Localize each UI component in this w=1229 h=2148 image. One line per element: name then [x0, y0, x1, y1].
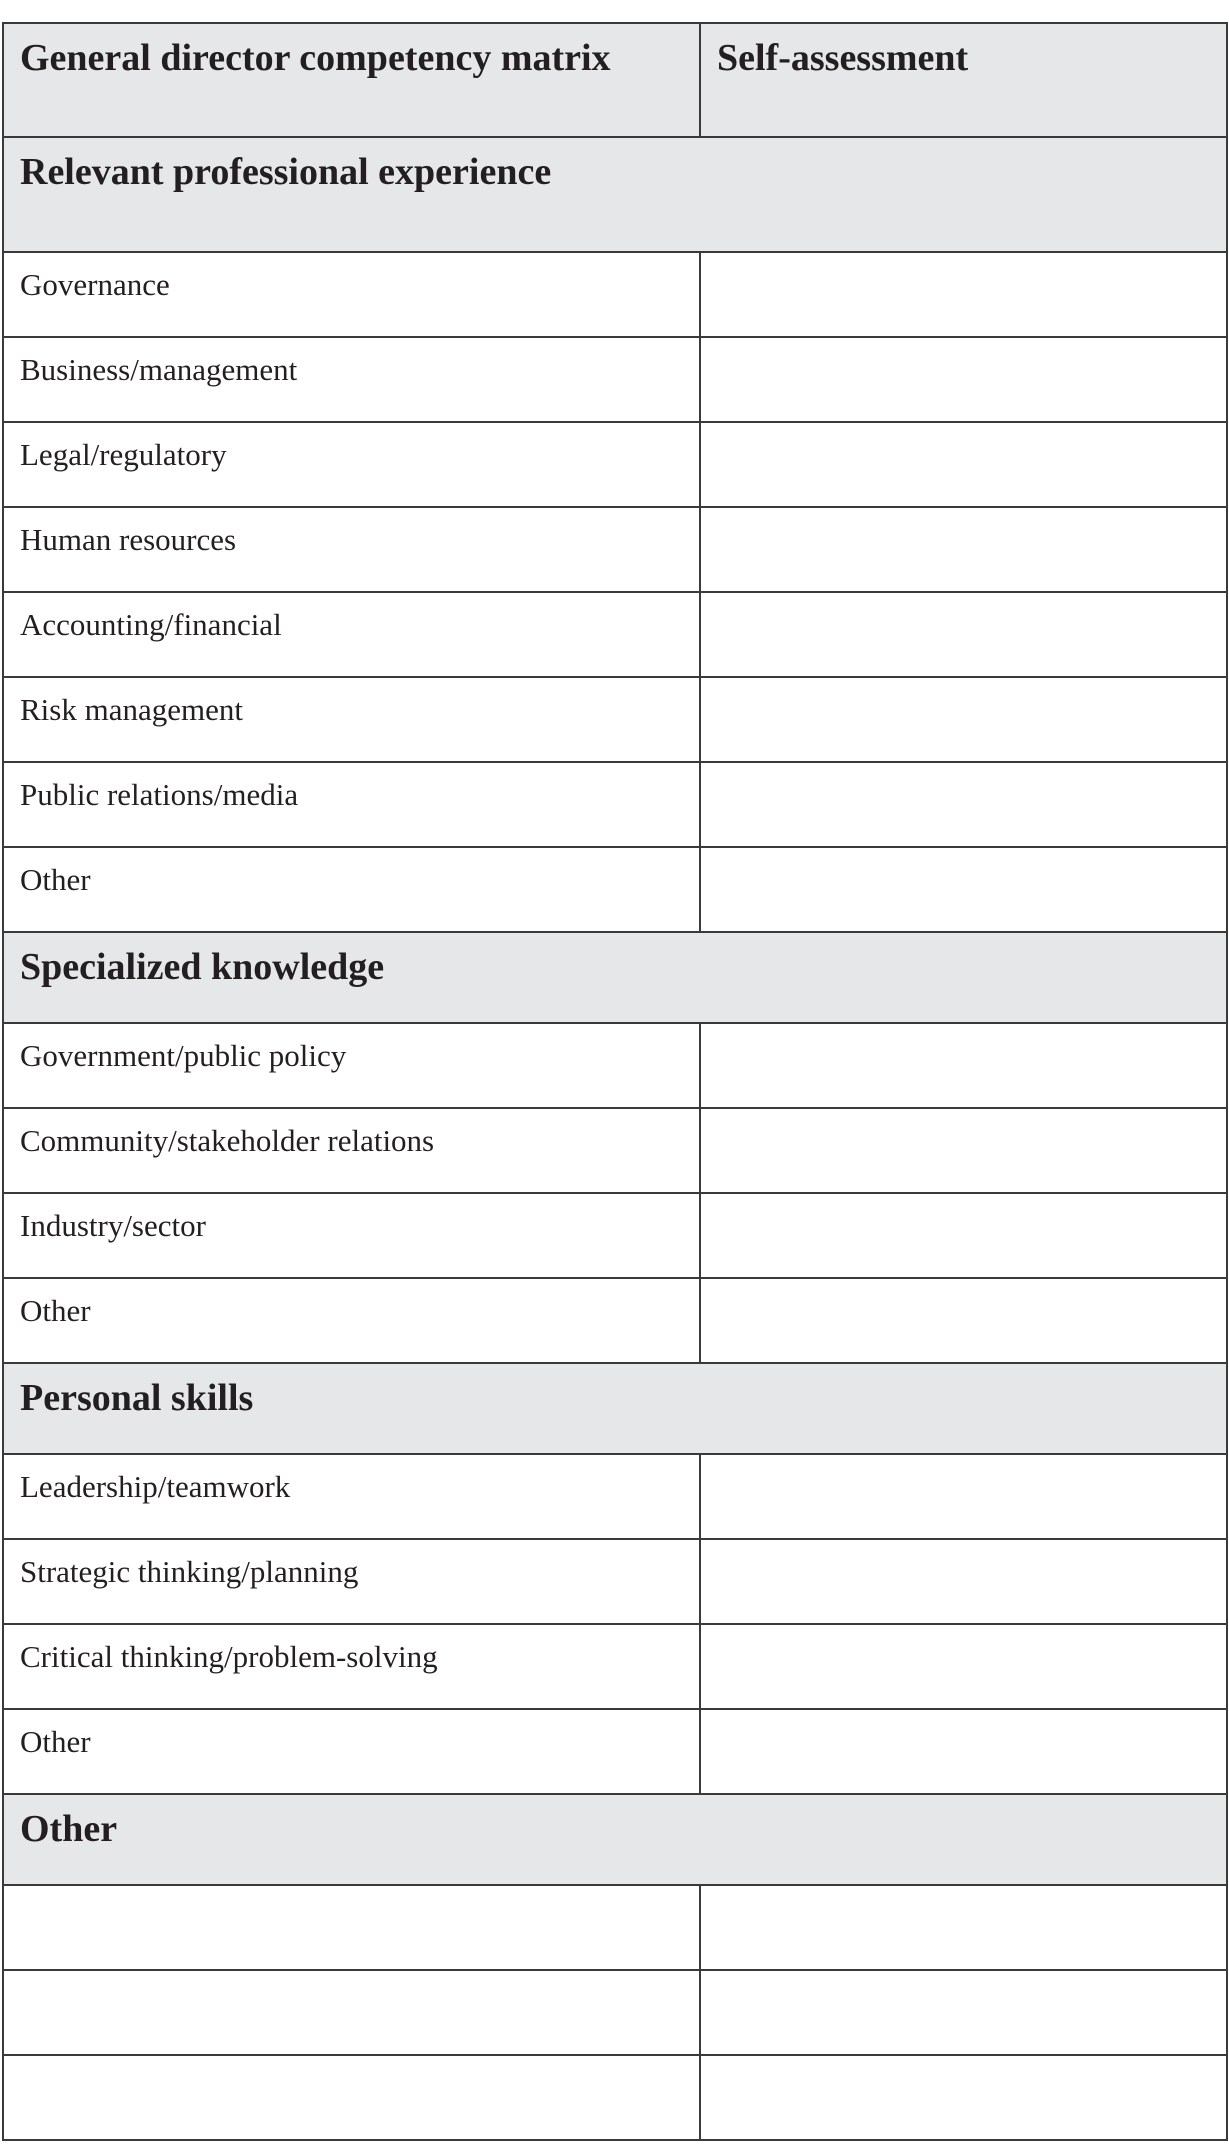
table-row [3, 252, 1227, 337]
competency-label: Business/management [3, 337, 700, 422]
section-row-personal-skills [3, 1363, 1227, 1454]
section-title: Other [3, 1794, 1227, 1885]
self-assessment-cell[interactable] [700, 1193, 1227, 1278]
self-assessment-cell[interactable] [700, 1970, 1227, 2055]
table-row [3, 762, 1227, 847]
competency-label: Public relations/media [3, 762, 700, 847]
competency-label: Risk management [3, 677, 700, 762]
competency-label: Legal/regulatory [3, 422, 700, 507]
table-row [3, 422, 1227, 507]
section-title: Personal skills [3, 1363, 1227, 1454]
table-row [3, 1885, 1227, 1970]
table-row [3, 1454, 1227, 1539]
table-row [3, 677, 1227, 762]
table-row [3, 2055, 1227, 2140]
competency-label: Critical thinking/problem-solving [3, 1624, 700, 1709]
self-assessment-cell[interactable] [700, 252, 1227, 337]
self-assessment-cell[interactable] [700, 1885, 1227, 1970]
self-assessment-cell[interactable] [700, 677, 1227, 762]
self-assessment-cell[interactable] [700, 1023, 1227, 1108]
self-assessment-cell[interactable] [700, 1278, 1227, 1363]
table-row [3, 1970, 1227, 2055]
table-row [3, 1193, 1227, 1278]
self-assessment-cell[interactable] [700, 507, 1227, 592]
competency-label: Government/public policy [3, 1023, 700, 1108]
self-assessment-cell[interactable] [700, 422, 1227, 507]
section-row-specialized-knowledge [3, 932, 1227, 1023]
table-row [3, 1023, 1227, 1108]
table-row [3, 1278, 1227, 1363]
table-row [3, 592, 1227, 677]
table-row [3, 1624, 1227, 1709]
self-assessment-cell[interactable] [700, 762, 1227, 847]
competency-label: Other [3, 1709, 700, 1794]
self-assessment-cell[interactable] [700, 1709, 1227, 1794]
self-assessment-cell[interactable] [700, 337, 1227, 422]
competency-label: Human resources [3, 507, 700, 592]
competency-label[interactable] [3, 1885, 700, 1970]
section-row-other [3, 1794, 1227, 1885]
self-assessment-cell[interactable] [700, 1539, 1227, 1624]
table-row [3, 1108, 1227, 1193]
competency-label: Governance [3, 252, 700, 337]
competency-label: Industry/sector [3, 1193, 700, 1278]
self-assessment-cell[interactable] [700, 1454, 1227, 1539]
competency-label: Other [3, 847, 700, 932]
competency-label: Strategic thinking/planning [3, 1539, 700, 1624]
table-row [3, 1709, 1227, 1794]
section-title: Specialized knowledge [3, 932, 1227, 1023]
self-assessment-cell[interactable] [700, 2055, 1227, 2140]
section-row-relevant-experience [3, 137, 1227, 252]
section-title: Relevant professional experience [3, 137, 1227, 252]
self-assessment-cell[interactable] [700, 1624, 1227, 1709]
competency-label: Leadership/teamwork [3, 1454, 700, 1539]
header-self-assessment: Self-assessment [700, 23, 1227, 137]
competency-label: Other [3, 1278, 700, 1363]
table-row [3, 1539, 1227, 1624]
table-row [3, 507, 1227, 592]
competency-label: Community/stakeholder relations [3, 1108, 700, 1193]
table-row [3, 337, 1227, 422]
competency-matrix-table [2, 22, 1228, 2141]
competency-label[interactable] [3, 1970, 700, 2055]
self-assessment-cell[interactable] [700, 847, 1227, 932]
competency-label[interactable] [3, 2055, 700, 2140]
self-assessment-cell[interactable] [700, 1108, 1227, 1193]
self-assessment-cell[interactable] [700, 592, 1227, 677]
header-row [3, 23, 1227, 137]
competency-label: Accounting/financial [3, 592, 700, 677]
table-row [3, 847, 1227, 932]
header-competency: General director competency matrix [3, 23, 700, 137]
